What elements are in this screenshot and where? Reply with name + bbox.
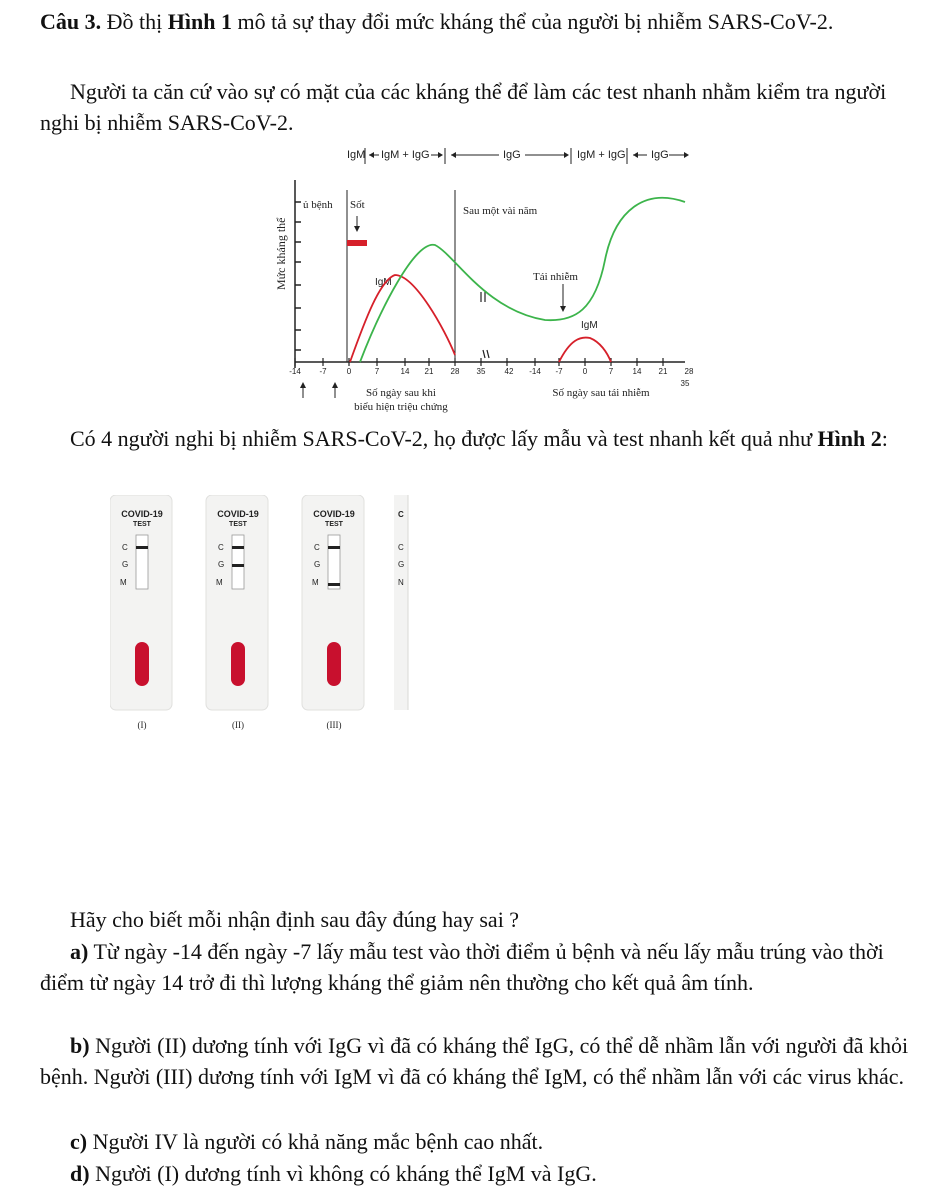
statement-label: b) xyxy=(70,1033,90,1058)
fever-label: Sốt xyxy=(350,199,365,211)
cassette-title: COVID-19 xyxy=(313,509,355,519)
test-cassette-1 xyxy=(110,495,172,730)
intro-text-a: Đồ thị xyxy=(106,9,163,34)
incubation-label: ủ bệnh xyxy=(303,199,333,211)
reinfection-label: Tái nhiễm xyxy=(533,271,578,283)
sample-well xyxy=(327,642,341,686)
cassette-subtitle: TEST xyxy=(133,521,151,528)
figure1-reference: Hình 1 xyxy=(167,9,232,34)
phase-label-3: IgG xyxy=(503,149,521,161)
phase-label-5: IgG xyxy=(651,149,669,161)
label-g: G xyxy=(218,560,225,569)
test-cassette-4 xyxy=(394,495,408,710)
cassette-subtitle: TEST xyxy=(229,521,247,528)
label-c: C xyxy=(398,543,404,552)
label-c: C xyxy=(122,543,128,552)
test-cassette-3 xyxy=(302,495,364,730)
x-tick: 0 xyxy=(346,367,352,376)
question-number: Câu 3. xyxy=(40,9,102,34)
x-tick: 42 xyxy=(504,367,514,376)
x-tick: 21 xyxy=(424,367,434,376)
result-window xyxy=(328,535,340,589)
sample-well xyxy=(135,642,149,686)
question-intro xyxy=(40,6,910,37)
phase-label-1: IgM xyxy=(347,149,366,161)
phase-label-2: IgM + IgG xyxy=(381,149,430,161)
statement-b xyxy=(40,1030,910,1092)
years-label: Sau một vài năm xyxy=(463,205,538,217)
x-tick: 28 xyxy=(684,367,694,376)
x-tick: -7 xyxy=(319,367,327,376)
igm-band xyxy=(328,583,340,586)
label-g: G xyxy=(314,560,321,569)
label-c: C xyxy=(218,543,224,552)
prompt: Hãy cho biết mỗi nhận định sau đây đúng hay sai ? xyxy=(70,907,520,932)
statement-label: a) xyxy=(70,939,89,964)
statement-c xyxy=(40,1126,910,1157)
statement-d xyxy=(40,1158,910,1189)
label-g: G xyxy=(122,560,129,569)
x-tick: 14 xyxy=(632,367,642,376)
question-paragraph-3 xyxy=(40,423,910,454)
label-m: M xyxy=(312,578,319,587)
phase-label-4: IgM + IgG xyxy=(577,149,626,161)
igg-curve xyxy=(360,198,685,362)
x-tick: 28 xyxy=(450,367,460,376)
igm-label: IgM xyxy=(375,277,392,288)
sample-well xyxy=(231,642,245,686)
antibody-level-graph xyxy=(255,140,695,420)
x-tick: 35 xyxy=(476,367,486,376)
x-tick: 35 xyxy=(680,379,690,388)
cassette-caption: (I) xyxy=(137,720,147,730)
label-g: G xyxy=(398,560,405,569)
label-m: N xyxy=(398,578,404,587)
statement-text: Người (I) dương tính vì không có kháng thể IgM và IgG. xyxy=(95,1161,597,1186)
para3-colon: : xyxy=(881,426,888,451)
figure2-reference: Hình 2 xyxy=(817,426,882,451)
x-tick: -14 xyxy=(529,367,541,376)
x-label-1a: Số ngày sau khi xyxy=(366,387,436,399)
control-band xyxy=(328,546,340,549)
para3-text: Có 4 người nghi bị nhiễm SARS-CoV-2, họ được lấy mẫu và test nhanh kết quả như xyxy=(70,426,813,451)
control-band xyxy=(232,546,244,549)
statement-a xyxy=(40,936,910,998)
x-tick: 0 xyxy=(582,367,588,376)
cassette-title: COVID-19 xyxy=(217,509,259,519)
label-m: M xyxy=(216,578,223,587)
intro-text-b: mô tả sự thay đổi mức kháng thể của người bị nhiễm SARS-CoV-2. xyxy=(237,9,834,34)
control-band xyxy=(136,546,148,549)
statement-text: Người (II) dương tính với IgG vì đã có kháng thể IgG, có thể dễ nhầm lẫn với người đã khỏi bệnh. Người (III) dương tính với IgM vì đã có kháng thể IgM, có thể nhầm lẫn với các virus khác. xyxy=(40,1033,909,1089)
rapid-test-figure xyxy=(110,495,430,745)
x-tick: 14 xyxy=(400,367,410,376)
result-window xyxy=(136,535,148,589)
result-window xyxy=(232,535,244,589)
x-tick: -7 xyxy=(555,367,563,376)
igg-band xyxy=(232,564,244,567)
igm-label-2: IgM xyxy=(581,320,598,331)
statement-label: d) xyxy=(70,1161,90,1186)
test-cassette-2 xyxy=(206,495,268,730)
statement-text: Người IV là người có khả năng mắc bệnh cao nhất. xyxy=(92,1129,544,1154)
x-label-1b: biểu hiện triệu chứng xyxy=(354,401,448,413)
cassette-caption: (III) xyxy=(326,720,342,730)
cassette-caption: (II) xyxy=(232,720,244,730)
cassette-title: C xyxy=(398,510,404,519)
statement-label: c) xyxy=(70,1129,88,1154)
x-tick: 7 xyxy=(608,367,614,376)
x-label-2: Số ngày sau tái nhiễm xyxy=(552,387,650,399)
cassette-subtitle: TEST xyxy=(325,521,343,528)
x-tick: 7 xyxy=(374,367,380,376)
label-c: C xyxy=(314,543,320,552)
y-axis-label: Mức kháng thể xyxy=(274,217,288,290)
label-m: M xyxy=(120,578,127,587)
fever-marker xyxy=(347,240,367,246)
cassette-title: COVID-19 xyxy=(121,509,163,519)
statement-text: Từ ngày -14 đến ngày -7 lấy mẫu test vào thời điểm ủ bệnh và nếu lấy mẫu trúng vào thời điểm từ ngày 14 trở đi thì lượng kháng thể giảm nên thường cho kết quả âm tính. xyxy=(40,939,884,995)
question-paragraph-2: Người ta căn cứ vào sự có mặt của các kháng thể để làm các test nhanh nhằm kiểm tra người nghi bị nhiễm SARS-CoV-2. xyxy=(40,79,887,135)
x-tick: 21 xyxy=(658,367,668,376)
x-tick: -14 xyxy=(289,367,301,376)
